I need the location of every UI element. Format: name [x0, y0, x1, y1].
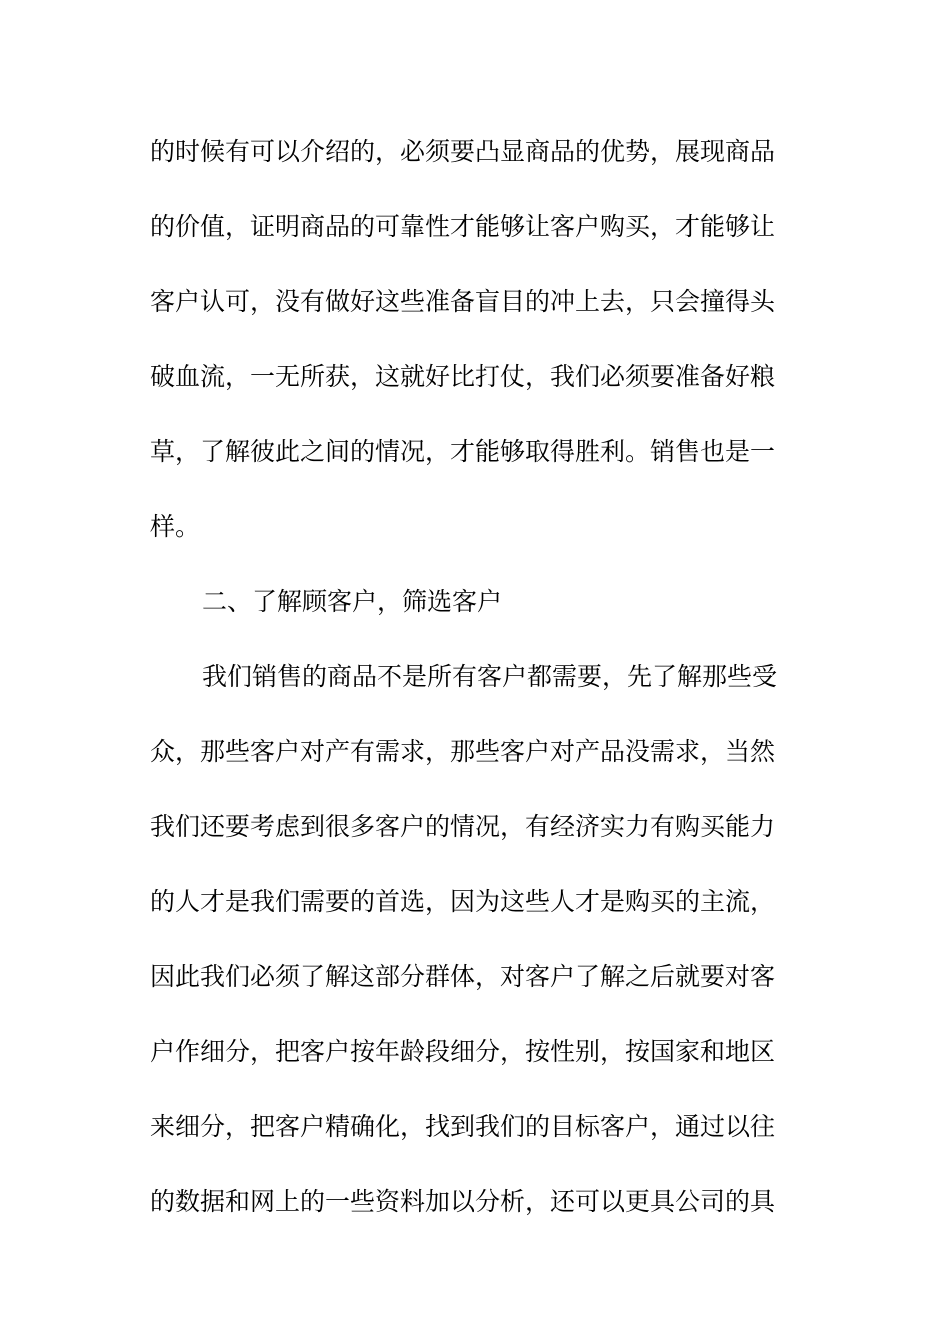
text-line: 样。	[150, 512, 201, 541]
text-line: 的人才是我们需要的首选，因为这些人才是购买的主流，	[150, 887, 776, 916]
text-line: 破血流，一无所获，这就好比打仗，我们必须要准备好粮	[150, 362, 776, 391]
text-line: 众，那些客户对产有需求，那些客户对产品没需求，当然	[150, 737, 776, 766]
text-line: 客户认可，没有做好这些准备盲目的冲上去，只会撞得头	[150, 287, 776, 316]
text-line: 因此我们必须了解这部分群体，对客户了解之后就要对客	[150, 962, 776, 991]
text-line: 我们销售的商品不是所有客户都需要，先了解那些受	[202, 662, 778, 691]
text-line: 的价值，证明商品的可靠性才能够让客户购买，才能够让	[150, 212, 776, 241]
text-line: 的时候有可以介绍的，必须要凸显商品的优势，展现商品	[150, 137, 776, 166]
text-line: 来细分，把客户精确化，找到我们的目标客户，通过以往	[150, 1112, 776, 1141]
text-line: 我们还要考虑到很多客户的情况，有经济实力有购买能力	[150, 812, 776, 841]
text-line: 草，了解彼此之间的情况，才能够取得胜利。销售也是一	[150, 437, 776, 466]
section-heading: 二、了解顾客户，筛选客户	[202, 587, 503, 616]
text-line: 的数据和网上的一些资料加以分析，还可以更具公司的具	[150, 1187, 776, 1216]
text-line: 户作细分，把客户按年龄段细分，按性别，按国家和地区	[150, 1037, 776, 1066]
